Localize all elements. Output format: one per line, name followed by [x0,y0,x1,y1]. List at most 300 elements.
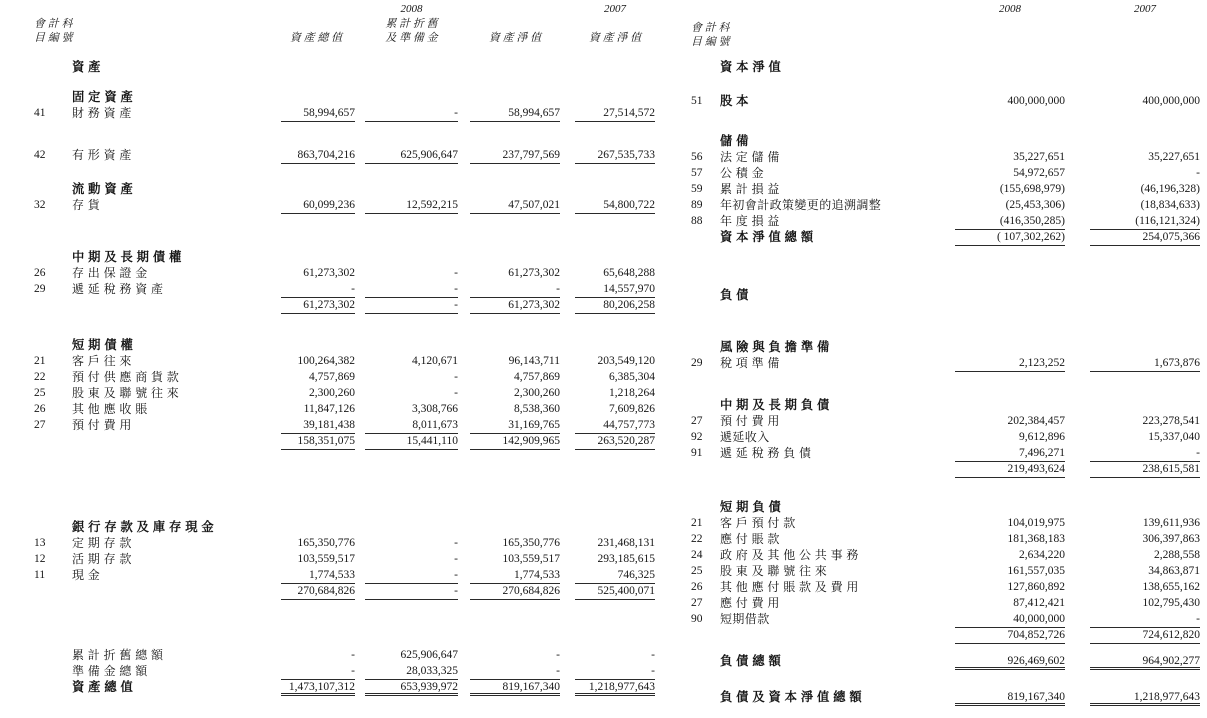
row-code [0,584,72,600]
cell-value: 181,368,183 [1007,533,1065,545]
cell-value: (116,121,324) [1090,214,1200,230]
row-label [72,584,281,600]
col-header-net-asset-value-2007: 資 產 淨 值 [588,32,642,44]
table-row [0,106,660,122]
section-row [675,60,1207,76]
row-label: 活 期 存 款 [72,552,132,566]
row-code: 21 [691,517,703,529]
section-label: 儲 備 [720,134,749,148]
row-code [675,654,720,670]
cell-value: 270,684,826 [281,584,355,600]
cell-value: 263,520,287 [575,434,655,450]
table-row [0,536,660,552]
row-code [0,298,72,314]
row-label: 有 形 資 產 [72,148,132,162]
row-code: 25 [691,565,703,577]
cell-value: 400,000,000 [1142,95,1200,107]
spacer [675,670,1207,690]
row-code [0,648,72,664]
cell-value: 102,795,430 [1142,597,1200,609]
cell-value: 40,000,000 [955,612,1065,628]
row-code: 26 [34,267,46,279]
cell-value: 254,075,366 [1090,230,1200,246]
cell-value: (18,834,633) [1140,199,1200,211]
year-2007-label: 2007 [604,3,626,15]
cell-value: 103,559,517 [502,553,560,565]
section-label: 銀 行 存 款 及 庫 存 現 金 [72,520,215,534]
cell-value: 139,611,936 [1142,517,1200,529]
row-label: 資 產 總 值 [72,680,134,694]
table-row [0,198,660,214]
cell-value: 2,300,260 [514,387,560,399]
row-code: 89 [691,199,703,211]
cell-value: 223,278,541 [1142,415,1200,427]
table-row [0,370,660,386]
cell-value: 8,011,673 [365,418,458,434]
cell-value: 724,612,820 [1090,628,1200,644]
cell-value: 158,351,075 [281,434,355,450]
cell-value: 12,592,215 [365,198,458,214]
row-label: 預 付 費 用 [720,414,780,428]
table-row [0,568,660,584]
table-row [675,94,1207,110]
cell-value: 202,384,457 [1007,415,1065,427]
cell-value: - [1090,612,1200,628]
cell-value: (155,698,979) [999,183,1065,195]
row-code: 41 [34,107,46,119]
table-row [0,434,660,450]
row-code: 12 [34,553,46,565]
table-row [675,198,1207,214]
cell-value: 863,704,216 [281,148,355,164]
table-row [675,356,1207,372]
cell-value: 1,218,977,643 [575,680,655,696]
col-header-accum-depreciation-line2: 及 準 備 金 [385,32,438,44]
cell-value: 27,514,572 [575,106,655,122]
section-label: 資 本 淨 值 [720,60,782,74]
cell-value: 819,167,340 [955,690,1065,706]
section-row [675,340,1207,356]
row-label: 年 度 損 益 [720,214,780,228]
row-label: 負 債 及 資 本 淨 值 總 額 [720,690,863,704]
cell-value: 1,218,264 [609,387,655,399]
cell-value: 1,218,977,643 [1090,690,1200,706]
row-label: 稅 項 準 備 [720,356,780,370]
row-label [720,628,955,644]
row-code: 42 [34,149,46,161]
row-code: 56 [691,151,703,163]
cell-value: 100,264,382 [297,355,355,367]
table-row [675,462,1207,478]
row-label: 遞 延 稅 務 資 產 [72,282,164,296]
table-row [675,596,1207,612]
spacer [0,450,660,520]
cell-value: - [365,298,458,314]
table-row [675,414,1207,430]
row-code: 90 [691,613,703,625]
cell-value: 2,123,252 [955,356,1065,372]
row-code [675,462,720,478]
cell-value: 142,909,965 [470,434,560,450]
table-row [675,564,1207,580]
cell-value: 58,994,657 [281,106,355,122]
row-label: 股 東 及 聯 號 往 來 [72,386,180,400]
cell-value: 61,273,302 [303,267,355,279]
cell-value: - [1196,167,1200,179]
table-row [675,214,1207,230]
row-code: 29 [34,283,46,295]
row-label: 累 計 損 益 [720,182,780,196]
col-header-net-asset-value-2008: 資 產 淨 值 [488,32,542,44]
spacer [675,110,1207,134]
cell-value: - [454,537,458,549]
cell-value: 3,308,766 [412,403,458,415]
cell-value: 61,273,302 [281,298,355,314]
liabilities-header [675,0,1207,56]
cell-value: - [365,584,458,600]
assets-rows [0,56,660,696]
row-label: 其 他 應 付 賬 款 及 費 用 [720,580,859,594]
table-row [675,166,1207,182]
cell-value: 104,019,975 [1007,517,1065,529]
cell-value: - [470,282,560,298]
row-label: 負 債 總 額 [720,654,782,668]
section-label: 負 債 [720,288,749,302]
section-label: 風 險 與 負 擔 準 備 [720,340,830,354]
row-label: 其 他 應 收 賬 [72,402,148,416]
row-code [675,288,720,304]
row-code: 26 [34,403,46,415]
row-code [675,690,720,706]
cell-value: 138,655,162 [1142,581,1200,593]
col-header-gross-asset-value: 資 產 總 值 [289,32,343,44]
cell-value: 14,557,970 [575,282,655,298]
row-code [675,500,720,516]
cell-value: (416,350,285) [955,214,1065,230]
year-2008-label: 2008 [400,3,423,15]
row-label: 現 金 [72,568,101,582]
row-code: 13 [34,537,46,549]
spacer [0,164,660,182]
row-label: 遞 延 稅 務 負 債 [720,446,812,460]
cell-value: 28,033,325 [365,664,458,680]
cell-value: 267,535,733 [575,148,655,164]
cell-value: - [365,568,458,584]
cell-value: 9,612,896 [1019,431,1065,443]
spacer [0,214,660,250]
cell-value: 61,273,302 [508,267,560,279]
row-code: 27 [691,597,703,609]
cell-value: - [454,387,458,399]
cell-value: 11,847,126 [303,403,355,415]
spacer [675,304,1207,340]
row-code [0,520,72,536]
cell-value: 58,994,657 [470,106,560,122]
spacer [0,600,660,648]
row-code: 21 [34,355,46,367]
table-row [0,584,660,600]
table-row [675,532,1207,548]
cell-value: 4,757,869 [514,371,560,383]
cell-value: 4,120,671 [412,355,458,367]
cell-value: 15,337,040 [1148,431,1200,443]
spacer [0,122,660,148]
table-row [675,182,1207,198]
table-row [675,430,1207,446]
cell-value: 525,400,071 [575,584,655,600]
account-code-header-line1: 會 計 科 [691,22,730,34]
cell-value: 44,757,773 [575,418,655,434]
cell-value: - [454,371,458,383]
cell-value: 15,441,110 [365,434,458,450]
row-code: 22 [34,371,46,383]
row-label [720,462,955,478]
table-row [0,552,660,568]
cell-value: 4,757,869 [309,371,355,383]
table-row [0,402,660,418]
cell-value: 746,325 [575,568,655,584]
cell-value: 231,468,131 [597,537,655,549]
row-code [675,134,720,150]
cell-value: 39,181,438 [281,418,355,434]
cell-value: 54,972,657 [1013,167,1065,179]
row-code: 57 [691,167,703,179]
table-row [0,148,660,164]
row-label: 累 計 折 舊 總 額 [72,648,164,662]
cell-value: - [454,553,458,565]
cell-value: (46,196,328) [1140,183,1200,195]
row-label: 短期借款 [720,612,770,626]
row-code: 51 [691,95,703,107]
cell-value: 400,000,000 [1007,95,1065,107]
cell-value: 127,860,892 [1007,581,1065,593]
section-label: 短 期 債 權 [72,338,134,352]
cell-value: 293,185,615 [597,553,655,565]
row-label: 法 定 儲 備 [720,150,780,164]
row-label [72,434,281,450]
cell-value: 35,227,651 [1013,151,1065,163]
row-code: 27 [34,419,46,431]
row-label: 股 本 [720,94,749,108]
section-row [675,288,1207,304]
cell-value: 1,473,107,312 [281,680,355,696]
cell-value: 2,300,260 [309,387,355,399]
cell-value: - [575,664,655,680]
cell-value: - [281,282,355,298]
row-label: 應 付 賬 款 [720,532,780,546]
section-row [0,338,660,354]
table-row [675,628,1207,644]
row-label: 定 期 存 款 [72,536,132,550]
cell-value: (25,453,306) [1005,199,1065,211]
table-row [675,654,1207,670]
cell-value: 704,852,726 [955,628,1065,644]
cell-value: 165,350,776 [297,537,355,549]
section-row [675,134,1207,150]
year-2007-label: 2007 [1134,3,1156,15]
account-code-header-line2: 目 編 號 [34,32,73,44]
row-label [72,298,281,314]
col-header-accum-depreciation-line1: 累 計 折 舊 [385,18,438,30]
cell-value: - [1090,446,1200,462]
cell-value: 219,493,624 [955,462,1065,478]
spacer [675,76,1207,94]
section-row [675,500,1207,516]
cell-value: 926,469,602 [955,654,1065,670]
year-2008-label: 2008 [999,3,1021,15]
table-row [0,648,660,664]
cell-value: 237,797,569 [470,148,560,164]
cell-value: ( 107,302,262) [955,230,1065,246]
table-row [0,680,660,696]
liabilities-rows [675,56,1207,706]
cell-value: 203,549,120 [597,355,655,367]
spacer [675,372,1207,398]
row-code: 26 [691,581,703,593]
cell-value: - [281,664,355,680]
row-code: 59 [691,183,703,195]
table-row [675,690,1207,706]
row-code: 27 [691,415,703,427]
row-code: 29 [691,357,703,369]
spacer [0,314,660,338]
row-code [0,680,72,696]
row-label: 資 本 淨 值 總 額 [720,230,814,244]
row-code: 32 [34,199,46,211]
row-code [675,230,720,246]
row-code [675,60,720,76]
cell-value: 625,906,647 [365,148,458,164]
row-code [675,340,720,356]
table-row [0,664,660,680]
row-code: 11 [34,569,46,581]
row-code [0,182,72,198]
cell-value: - [454,267,458,279]
row-label: 政 府 及 其 他 公 共 事 務 [720,548,859,562]
account-code-header-line1: 會 計 科 [34,18,73,30]
section-row [0,60,660,76]
cell-value: - [351,649,355,661]
table-row [0,266,660,282]
cell-value: - [556,649,560,661]
table-row [675,150,1207,166]
account-code-header-line2: 目 編 號 [691,36,730,48]
row-code: 24 [691,549,703,561]
cell-value: 306,397,863 [1142,533,1200,545]
section-row [0,182,660,198]
row-code [675,628,720,644]
row-label: 遞延收入 [720,430,770,444]
row-code [0,250,72,266]
cell-value: 80,206,258 [575,298,655,314]
table-row [675,612,1207,628]
cell-value: 8,538,360 [514,403,560,415]
cell-value: 1,673,876 [1090,356,1200,372]
cell-value: 47,507,021 [470,198,560,214]
table-row [0,418,660,434]
cell-value: 238,615,581 [1090,462,1200,478]
cell-value: 60,099,236 [281,198,355,214]
row-label: 客 戶 往 來 [72,354,132,368]
cell-value: 819,167,340 [470,680,560,696]
row-code [0,434,72,450]
spacer [675,246,1207,288]
row-label: 客 戶 預 付 款 [720,516,796,530]
row-code [675,398,720,414]
row-label: 年初會計政策變更的追溯調整 [720,198,882,212]
spacer [675,478,1207,500]
cell-value: 96,143,711 [508,355,560,367]
section-label: 短 期 負 債 [720,500,782,514]
row-label: 存 貨 [72,198,101,212]
row-code: 25 [34,387,46,399]
table-row [675,548,1207,564]
cell-value: 1,774,533 [281,568,355,584]
row-label: 預 付 供 應 商 貨 款 [72,370,180,384]
cell-value: 87,412,421 [1013,597,1065,609]
table-row [0,354,660,370]
liabilities-panel [675,0,1207,706]
cell-value: 103,559,517 [297,553,355,565]
cell-value: - [365,106,458,122]
table-row [0,386,660,402]
cell-value: 54,800,722 [575,198,655,214]
cell-value: 65,648,288 [603,267,655,279]
row-code: 92 [691,431,703,443]
row-code [0,90,72,106]
row-code: 88 [691,215,703,227]
row-label: 預 付 費 用 [72,418,132,432]
table-row [0,298,660,314]
row-label: 財 務 資 產 [72,106,132,120]
row-code [0,338,72,354]
table-row [675,230,1207,246]
row-code [0,664,72,680]
cell-value: 161,557,035 [1007,565,1065,577]
row-label: 準 備 金 總 額 [72,664,148,678]
section-label: 資 產 [72,60,101,74]
section-label: 中 期 及 長 期 債 權 [72,250,182,264]
row-label: 存 出 保 證 金 [72,266,148,280]
spacer [0,76,660,90]
row-label: 公 積 金 [720,166,765,180]
row-label: 應 付 費 用 [720,596,780,610]
cell-value: - [470,664,560,680]
section-label: 流 動 資 產 [72,182,134,196]
cell-value: 35,227,651 [1148,151,1200,163]
cell-value: 31,169,765 [470,418,560,434]
row-code: 91 [691,447,703,459]
table-row [675,446,1207,462]
row-code [0,60,72,76]
section-label: 固 定 資 產 [72,90,134,104]
cell-value: 6,385,304 [609,371,655,383]
cell-value: 270,684,826 [470,584,560,600]
cell-value: 653,939,972 [365,680,458,696]
cell-value: 2,288,558 [1154,549,1200,561]
section-row [0,250,660,266]
cell-value: - [651,649,655,661]
row-code: 22 [691,533,703,545]
cell-value: 7,496,271 [955,446,1065,462]
cell-value: 34,863,871 [1148,565,1200,577]
cell-value: - [365,282,458,298]
cell-value: 7,609,826 [609,403,655,415]
section-label: 中 期 及 長 期 負 債 [720,398,830,412]
section-row [675,398,1207,414]
cell-value: 165,350,776 [502,537,560,549]
spacer [675,644,1207,654]
